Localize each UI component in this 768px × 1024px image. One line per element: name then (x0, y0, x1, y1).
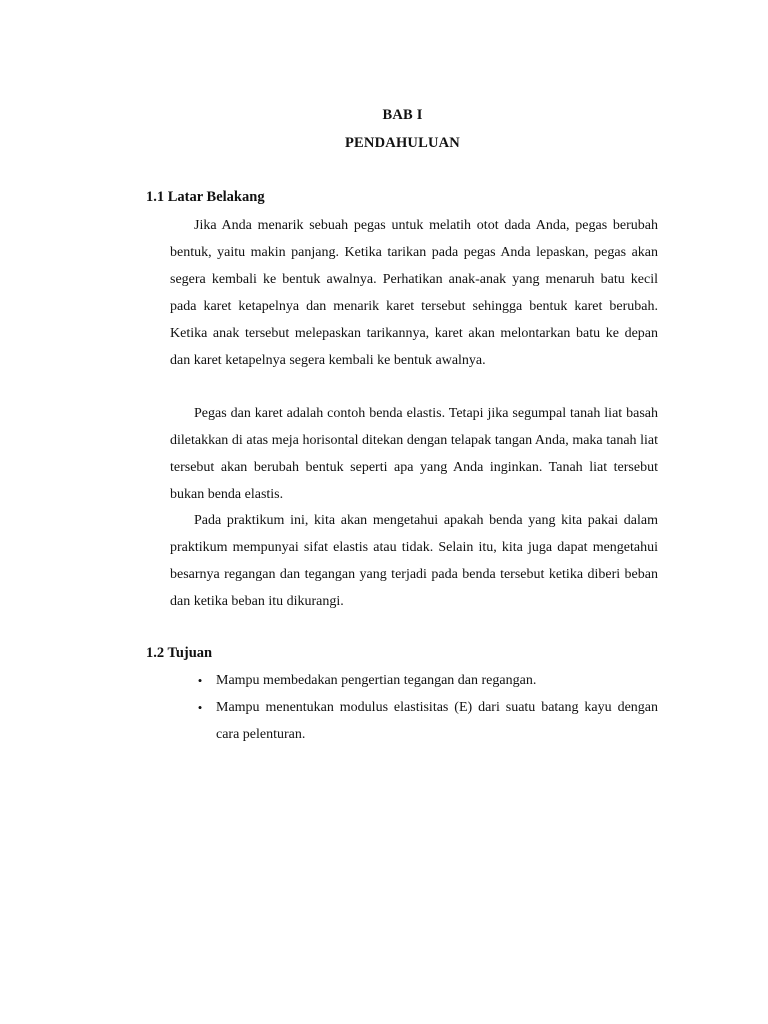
bullet-icon: • (197, 700, 203, 715)
list-item-text: Mampu membedakan pengertian tegangan dan regangan. (216, 673, 537, 688)
chapter-title: PENDAHULUAN (345, 135, 460, 151)
chapter-number: BAB I (382, 107, 423, 123)
paragraph-1: Jika Anda menarik sebuah pegas untuk melatih otot dada Anda, pegas berubah bentuk, yaitu makin panjang. Ketika tarikan pada pegas Anda lepaskan, pegas akan segera kembali ke bentuk awalnya. Perhatikan anak-anak yang menaruh batu kecil pada karet ketapelnya dan menarik karet tersebut sehingga bentuk karet berubah. Ketika anak tersebut melepaskan tarikannya, karet akan melontarkan batu ke depan dan karet ketapelnya segera kembali ke bentuk awalnya. (170, 218, 658, 368)
bullet-icon: • (197, 673, 203, 688)
paragraph-3: Pada praktikum ini, kita akan mengetahui apakah benda yang kita pakai dalam praktikum mempunyai sifat elastis atau tidak. Selain itu, kita juga dapat mengetahui besarnya regangan dan tegangan yang terjadi pada benda tersebut ketika diberi beban dan ketika beban itu dikurangi. (170, 513, 658, 609)
list-item (170, 667, 658, 694)
list-item-text: Mampu menentukan modulus elastisitas (E) dari suatu batang kayu dengan cara pelenturan. (216, 700, 658, 742)
paragraph-2: Pegas dan karet adalah contoh benda elastis. Tetapi jika segumpal tanah liat basah diletakkan di atas meja horisontal ditekan dengan telapak tangan Anda, maka tanah liat tersebut akan berubah bentuk seperti apa yang Anda inginkan. Tanah liat tersebut bukan benda elastis. (170, 406, 658, 502)
section-heading-tujuan: 1.2 Tujuan (146, 645, 213, 661)
list-item (170, 694, 658, 748)
section-heading-latar-belakang: 1.1 Latar Belakang (146, 189, 265, 205)
objectives-list (170, 667, 658, 748)
